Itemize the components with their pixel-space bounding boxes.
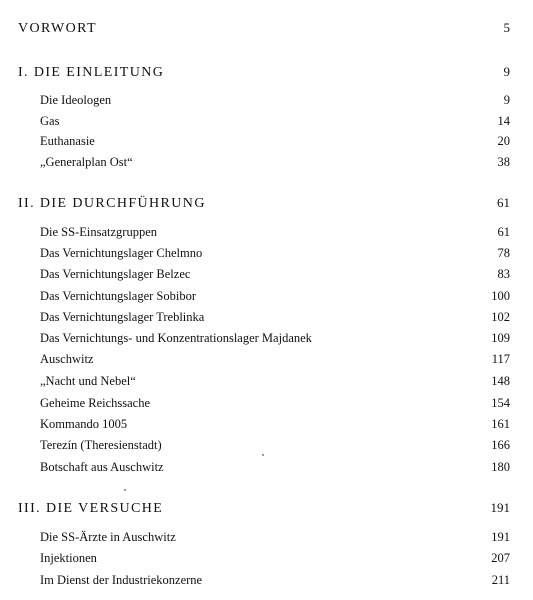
- toc-entry-title: Das Vernichtungslager Belzec: [40, 267, 191, 281]
- toc-entry: [40, 114, 510, 129]
- toc-entry: [40, 331, 510, 346]
- toc-page-number: 161: [491, 417, 510, 431]
- toc-entry-title: Terezín (Theresienstadt): [40, 438, 162, 452]
- toc-heading-title: III. DIE VERSUCHE: [18, 501, 164, 516]
- scan-speck: [262, 454, 264, 456]
- toc-page-number: 5: [503, 20, 510, 35]
- toc-entry: [40, 93, 510, 108]
- toc-page-number: 154: [491, 396, 510, 410]
- toc-entry: [40, 155, 510, 170]
- toc-entry-title: Die Ideologen: [40, 93, 112, 107]
- toc-entry: [40, 460, 510, 475]
- toc-entry: [40, 289, 510, 304]
- toc-section-2: [18, 195, 510, 212]
- toc-section-3: [18, 500, 510, 517]
- toc-entry-title: Im Dienst der Industriekonzerne: [40, 573, 203, 587]
- toc-page-number: 100: [491, 289, 510, 303]
- toc-entry-title: Die SS-Einsatzgruppen: [40, 225, 157, 239]
- toc-heading-title: I. DIE EINLEITUNG: [18, 65, 165, 80]
- toc-page-number: 78: [497, 246, 510, 260]
- toc-page-number: 14: [497, 114, 510, 128]
- toc-page-number: 20: [497, 134, 510, 148]
- toc-entry: [40, 374, 510, 389]
- toc-entry-title: Gas: [40, 114, 60, 128]
- toc-page-number: 166: [491, 438, 510, 452]
- toc-entry-title: Injektionen: [40, 551, 97, 565]
- toc-page-number: 211: [491, 573, 510, 587]
- toc-page-number: 102: [491, 310, 510, 324]
- toc-entry-title: „Nacht und Nebel“: [40, 374, 136, 388]
- toc-page-number: 117: [491, 352, 510, 366]
- toc-page-number: 38: [497, 155, 510, 169]
- toc-section-1: [18, 64, 510, 81]
- toc-entry-title: Das Vernichtungslager Treblinka: [40, 310, 205, 324]
- toc-entry-title: Die SS-Ärzte in Auschwitz: [40, 530, 176, 544]
- toc-entry: [40, 267, 510, 282]
- toc-page-number: 191: [491, 530, 510, 544]
- toc-entry-title: Botschaft aus Auschwitz: [40, 460, 164, 474]
- toc-entry: [40, 530, 510, 545]
- toc-page-number: 180: [491, 460, 510, 474]
- toc-entry: [40, 417, 510, 432]
- toc-entry: [40, 573, 510, 588]
- toc-heading-title: VORWORT: [18, 21, 97, 36]
- toc-entry-title: Auschwitz: [40, 352, 94, 366]
- toc-entry: [40, 438, 510, 453]
- toc-entry-title: Euthanasie: [40, 134, 95, 148]
- toc-page-number: 83: [497, 267, 510, 281]
- toc-entry-title: Das Vernichtungslager Chelmno: [40, 246, 203, 260]
- toc-heading-title: II. DIE DURCHFÜHRUNG: [18, 196, 206, 211]
- toc-entry: [40, 134, 510, 149]
- toc-entry-title: Das Vernichtungs- und Konzentrationslager Majdanek: [40, 331, 312, 345]
- toc-page-number: 191: [490, 500, 510, 515]
- toc-page-number: 9: [503, 93, 510, 107]
- toc-page-number: 9: [503, 64, 510, 79]
- toc-entry: [40, 551, 510, 566]
- toc-entry: [40, 310, 510, 325]
- toc-page-number: 61: [497, 225, 510, 239]
- toc-entry: [40, 396, 510, 411]
- toc-page-number: 207: [491, 551, 510, 565]
- scan-speck: [124, 489, 126, 491]
- toc-preface: [18, 20, 510, 37]
- toc-page-number: 148: [491, 374, 510, 388]
- toc-page-number: 109: [491, 331, 510, 345]
- toc-entry: [40, 246, 510, 261]
- toc-page-number: 61: [497, 195, 510, 210]
- toc-entry: [40, 352, 510, 367]
- toc-entry-title: Das Vernichtungslager Sobibor: [40, 289, 196, 303]
- toc-entry-title: „Generalplan Ost“: [40, 155, 133, 169]
- toc-entry-title: Geheime Reichssache: [40, 396, 151, 410]
- toc-entry-title: Kommando 1005: [40, 417, 128, 431]
- toc-entry: [40, 225, 510, 240]
